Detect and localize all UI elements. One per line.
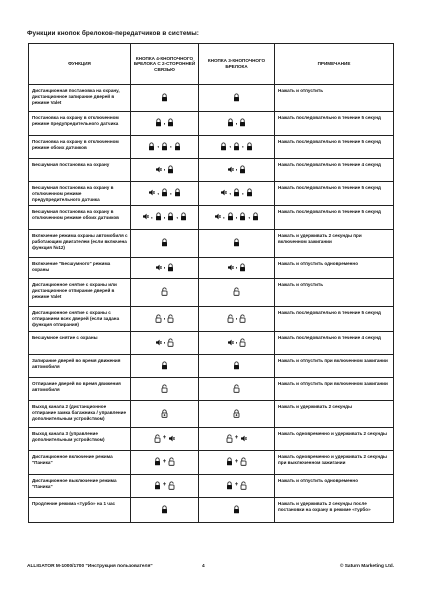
header-4-button-fob: КНОПКА 4-КНОПОЧНОГО БРЕЛОКА С 2-СТОРОННЕЙ СВЯЗЬЮ [131,44,199,85]
lock-icon [161,93,168,102]
note-cell: Нажать и удерживать 2 секунды при включенном зажигании [275,230,394,258]
plus-sign: + [162,482,167,488]
function-cell: Бесшумная постановка на охрану в отключенном режиме обоих датчиков [29,206,131,230]
button-sequence [220,142,252,151]
fob4-buttons-cell [131,332,199,355]
header-function: ФУНКЦИЯ [29,44,131,85]
unlock-icon [239,338,246,347]
fob3-buttons-cell [199,475,275,498]
lock-icon [155,212,162,221]
button-sequence [214,212,259,221]
table-row [29,378,394,401]
page-title: Функции кнопок брелоков-передатчиков в системы: [27,30,200,37]
button-sequence [154,481,176,490]
lock-icon [180,212,187,221]
fob4-buttons-cell [131,378,199,401]
comma-separator: , [222,213,225,220]
button-sequence [226,434,248,443]
button-sequence [227,338,247,347]
table-row [29,136,394,159]
lock-icon [246,142,253,151]
note-cell: Нажать последовательно в течение 4 секунд [275,332,394,355]
fob3-buttons-cell [199,451,275,475]
button-sequence [227,314,247,323]
fob3-buttons-cell [199,159,275,182]
function-cell: Выход канала 2 (дистанционное отпирание замка багажника / управление дополнительным устройством) [29,401,131,428]
fob3-buttons-cell [199,307,275,332]
comma-separator: , [235,264,238,270]
fob4-buttons-cell [131,230,199,258]
table-row [29,206,394,230]
lock-icon [167,263,174,272]
lock-icon [239,118,246,127]
button-sequence [161,361,168,370]
fob4-buttons-cell [131,258,199,279]
comma-separator: , [157,189,159,196]
function-cell: Продление режима «турбо» на 1 час [29,498,131,523]
fob3-buttons-cell [199,182,275,206]
button-sequence [226,481,248,490]
button-sequence [148,188,180,197]
table-row [29,401,394,428]
button-sequence [227,263,247,272]
fob4-buttons-cell [131,159,199,182]
note-cell: Нажать последовательно в течение 5 секунд [275,136,394,159]
table-body [29,85,394,523]
unlock-icon [155,314,162,323]
header-3-button-fob: КНОПКА 3-КНОПОЧНОГО БРЕЛОКА [199,44,275,85]
lock-icon [226,481,233,490]
button-sequence [233,409,240,418]
mute-speaker-icon [240,434,247,443]
function-cell: Запирание дверей во время движения автомобиля [29,355,131,378]
unlock-icon [233,287,240,296]
note-cell: Нажать и отпустить [275,85,394,112]
lock-icon [161,142,168,151]
lock-icon [239,212,246,221]
fob4-buttons-cell [131,85,199,112]
fob3-buttons-cell [199,355,275,378]
lock-icon [161,238,168,247]
mute-speaker-icon [142,212,149,221]
mute-speaker-icon [227,338,234,347]
comma-separator: , [235,119,238,126]
function-cell: Дистанционная постановка на охрану, дистанционное запирание дверей в режиме Valet [29,85,131,112]
plus-sign: + [234,482,239,488]
note-cell: Нажать одновременно и удерживать 2 секунды [275,428,394,451]
comma-separator: , [242,189,244,196]
button-sequence [142,212,187,221]
lock-icon [239,263,246,272]
table-row [29,230,394,258]
comma-separator: , [229,189,231,196]
table-row [29,159,394,182]
comma-separator: , [176,213,178,220]
function-cell: Постановка на охрану в отключенном режиме предупредительного датчика [29,112,131,136]
note-cell: Нажать и отпустить одновременно [275,475,394,498]
button-sequence [155,118,175,127]
lock-icon [167,212,174,221]
button-sequence [227,118,247,127]
lock-icon [233,93,240,102]
unlock-icon [161,384,168,393]
button-sequence [154,434,176,443]
fob4-buttons-cell [131,307,199,332]
lock-icon [148,142,155,151]
note-cell: Нажать одновременно и удерживать 2 секунды при выключенном зажигании [275,451,394,475]
function-cell: Отпирание дверей во время движения автомобиля [29,378,131,401]
note-cell: Нажать последовательно в течение 4 секунд [275,159,394,182]
mute-speaker-icon [168,434,175,443]
fob3-buttons-cell [199,136,275,159]
unlock-icon [240,457,247,466]
mute-speaker-icon [214,212,221,221]
lock-icon [161,505,168,514]
button-sequence [233,361,240,370]
comma-separator: , [235,339,238,345]
comma-separator: , [229,143,231,149]
lock-icon [246,188,253,197]
unlock-icon [233,384,240,393]
lock-icon [167,118,174,127]
table-row [29,498,394,523]
function-cell: Дистанционное включение режима "Паника" [29,451,131,475]
button-sequence [227,165,247,174]
button-sequence [233,93,240,102]
fob4-buttons-cell [131,206,199,230]
table-row [29,85,394,112]
footer-copyright: © Saturn Marketing Ltd. [339,564,394,569]
lock-icon [174,188,181,197]
fob4-buttons-cell [131,136,199,159]
button-sequence [155,338,175,347]
note-cell: Нажать последовательно в течение 5 секунд [275,307,394,332]
button-sequence [155,165,175,174]
unlock-icon [154,434,161,443]
button-sequence [161,409,168,418]
lock-icon [154,457,161,466]
button-sequence [155,263,175,272]
comma-separator: , [163,264,166,270]
mute-speaker-icon [155,165,162,174]
fob3-buttons-cell [199,401,275,428]
note-cell: Нажать последовательно в течение 5 секунд [275,206,394,230]
comma-separator: , [170,189,172,196]
fob4-buttons-cell [131,451,199,475]
fob4-buttons-cell [131,355,199,378]
fob4-buttons-cell [131,498,199,523]
comma-separator: , [235,315,238,321]
lock-icon [161,188,168,197]
fob4-buttons-cell [131,182,199,206]
table-row [29,279,394,307]
plus-sign: + [162,435,167,441]
mute-speaker-icon [155,263,162,272]
comma-separator: , [163,339,166,345]
lock-icon [154,481,161,490]
button-sequence [154,457,176,466]
table-row [29,332,394,355]
footer-page-number: 4 [202,564,205,569]
fob4-buttons-cell [131,279,199,307]
table-row [29,182,394,206]
button-sequence [161,287,168,296]
table-row [29,307,394,332]
button-sequence [226,457,248,466]
lock-icon [227,212,234,221]
lock-icon [155,118,162,127]
plus-sign: + [234,435,239,441]
lock-icon [233,188,240,197]
table-header-row [29,44,394,85]
unlock-icon [226,434,233,443]
function-cell: Бесшумная постановка на охрану [29,159,131,182]
comma-separator: , [170,143,172,149]
unlock-icon [240,481,247,490]
footer-manual-title: ALLIGATOR M-1000/1700 "Инструкция пользователя" [27,564,153,569]
unlock-icon [167,338,174,347]
note-cell: Нажать и удерживать 2 секунды после постановки на охрану в режиме «турбо» [275,498,394,523]
unlock-icon [168,481,175,490]
function-cell: Выход канала 3 (управление дополнительным устройством) [29,428,131,451]
mute-speaker-icon [220,188,227,197]
button-sequence [233,384,240,393]
fob3-buttons-cell [199,498,275,523]
unlock-icon [239,314,246,323]
note-cell: Нажать последовательно в течение 5 секунд [275,112,394,136]
function-cell: Дистанционное снятие с охраны с отпиранием всех дверей (если задана функция отпирания) [29,307,131,332]
comma-separator: , [235,213,238,220]
unlock-icon [227,314,234,323]
comma-separator: , [163,315,166,321]
button-sequence [233,287,240,296]
comma-separator: , [150,213,153,220]
note-cell: Нажать и отпустить [275,279,394,307]
lock-icon [226,457,233,466]
lock-icon [227,118,234,127]
fob4-buttons-cell [131,428,199,451]
comma-separator: , [163,119,166,126]
button-sequence [148,142,180,151]
table-row [29,258,394,279]
function-cell: Бесшумная постановка на охрану в отключенном режиме предупредительного датчика [29,182,131,206]
table-row [29,112,394,136]
fob3-buttons-cell [199,258,275,279]
unlock-icon [167,314,174,323]
button-sequence [161,93,168,102]
comma-separator: , [235,166,238,172]
table-row [29,451,394,475]
unlock-icon [168,457,175,466]
lock-icon [167,165,174,174]
functions-table [28,43,394,523]
lock-icon [233,361,240,370]
fob3-buttons-cell [199,332,275,355]
unlock-icon [161,287,168,296]
plus-sign: + [234,458,239,465]
fob3-buttons-cell [199,206,275,230]
fob4-buttons-cell [131,475,199,498]
fob3-buttons-cell [199,378,275,401]
button-sequence [233,238,240,247]
trunk-lock-icon [233,409,240,418]
lock-icon [161,361,168,370]
note-cell: Нажать последовательно в течение 5 секунд [275,182,394,206]
table-row [29,428,394,451]
mute-speaker-icon [227,165,234,174]
mute-speaker-icon [155,338,162,347]
function-cell: Постановка на охрану в отключенном режиме обоих датчиков [29,136,131,159]
lock-icon [220,142,227,151]
comma-separator: , [163,166,166,172]
header-note: ПРИМЕЧАНИЕ [275,44,394,85]
fob3-buttons-cell [199,85,275,112]
comma-separator: , [157,143,159,149]
button-sequence [220,188,252,197]
plus-sign: + [162,458,167,465]
note-cell: Нажать и удерживать 2 секунды [275,401,394,428]
table-row [29,475,394,498]
comma-separator: , [242,143,244,149]
note-cell: Нажать и отпустить одновременно [275,258,394,279]
trunk-lock-icon [161,409,168,418]
lock-icon [233,142,240,151]
fob3-buttons-cell [199,112,275,136]
function-cell: Включение "Бесшумного" режима охраны [29,258,131,279]
table-row [29,355,394,378]
mute-speaker-icon [148,188,155,197]
lock-icon [174,142,181,151]
button-sequence [161,384,168,393]
function-cell: Включение режима охраны автомобиля с работающим двигателем (если включена функция №12) [29,230,131,258]
lock-icon [239,165,246,174]
button-sequence [155,314,175,323]
mute-speaker-icon [227,263,234,272]
button-sequence [233,505,240,514]
function-cell: Бесшумное снятие с охраны [29,332,131,355]
fob3-buttons-cell [199,279,275,307]
comma-separator: , [163,213,166,220]
fob3-buttons-cell [199,230,275,258]
button-sequence [161,505,168,514]
note-cell: Нажать и отпустить при включенном зажигании [275,378,394,401]
comma-separator: , [248,213,250,220]
button-sequence [161,238,168,247]
lock-icon [233,505,240,514]
function-cell: Дистанционное снятие с охраны или дистанционное отпирание дверей в режиме Valet [29,279,131,307]
note-cell: Нажать и отпустить при включенном зажигании [275,355,394,378]
function-cell: Дистанционное выключение режима "Паника" [29,475,131,498]
lock-icon [233,238,240,247]
fob4-buttons-cell [131,401,199,428]
lock-icon [252,212,259,221]
fob4-buttons-cell [131,112,199,136]
fob3-buttons-cell [199,428,275,451]
